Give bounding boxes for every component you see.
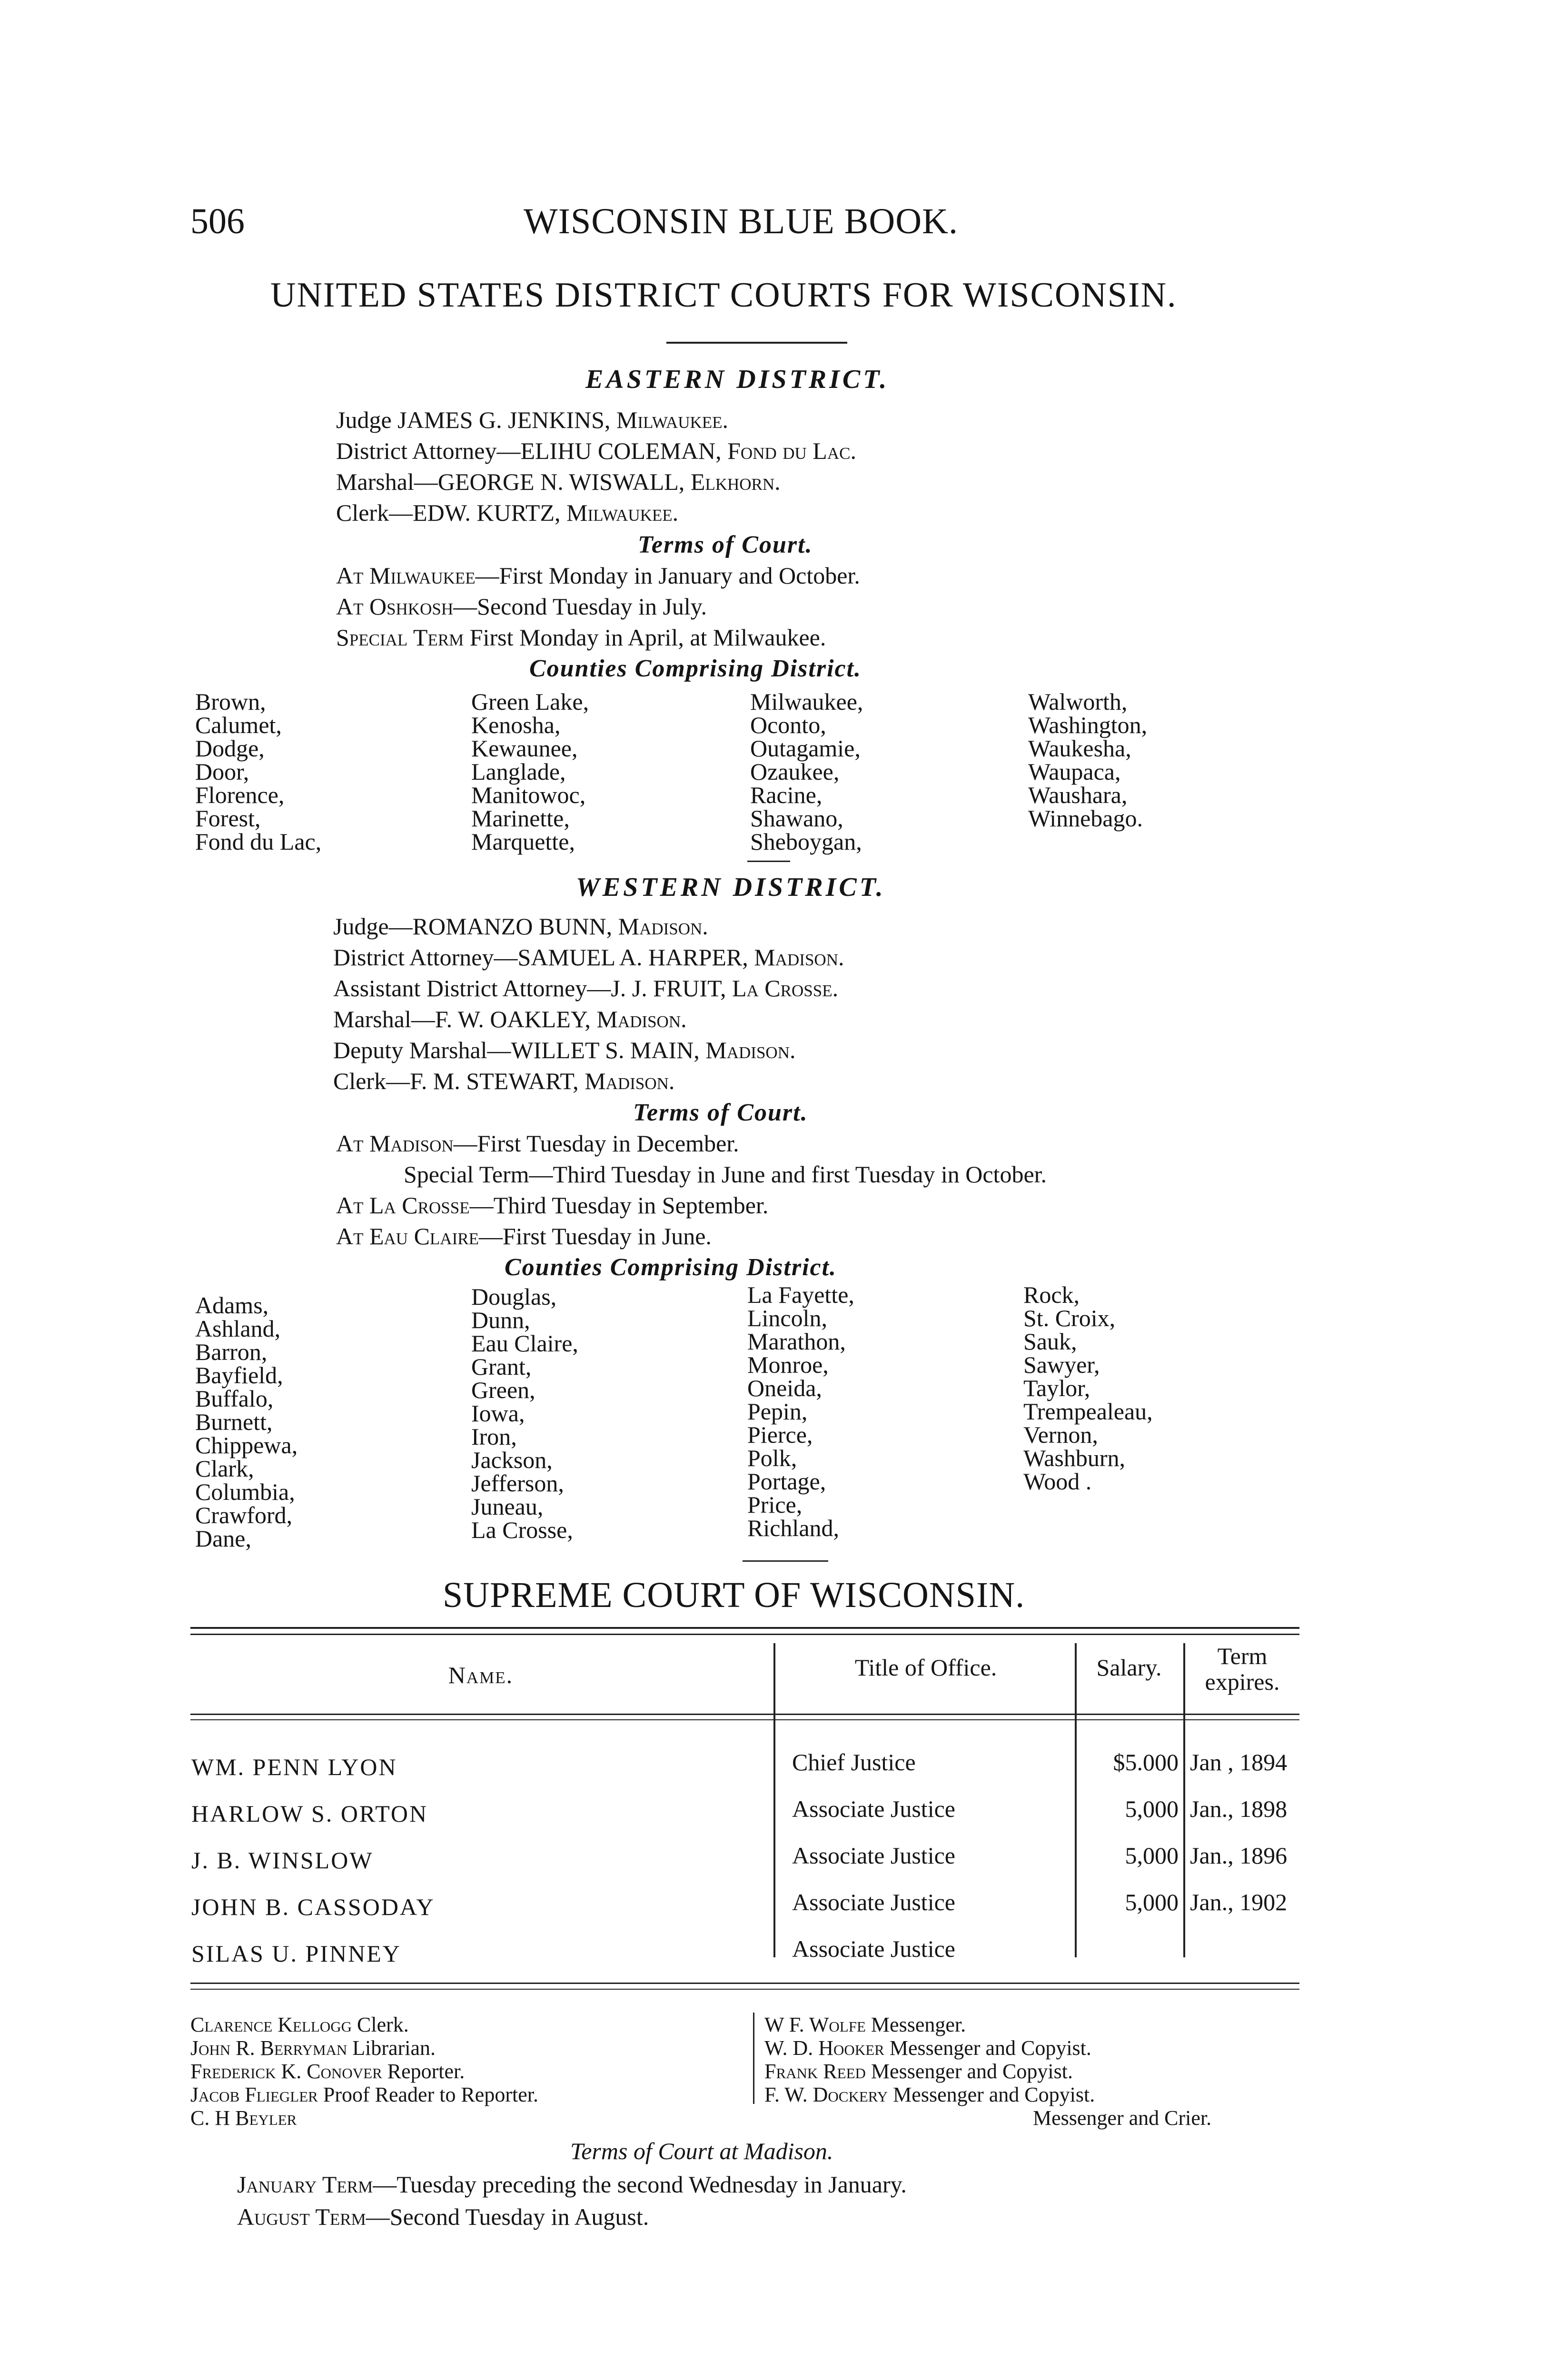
county: Dane, bbox=[195, 1525, 251, 1552]
county: Marathon, bbox=[747, 1328, 846, 1355]
eastern-county-column bbox=[750, 690, 863, 853]
county: Shawano, bbox=[750, 805, 843, 832]
column-header-title: Title of Office. bbox=[854, 1654, 997, 1681]
county: Brown, bbox=[195, 688, 266, 715]
main-title: UNITED STATES DISTRICT COURTS FOR WISCONSIN. bbox=[270, 276, 1177, 315]
column-header-name: Name. bbox=[448, 1662, 514, 1688]
county: Langlade, bbox=[471, 758, 566, 785]
county: Kewaunee, bbox=[471, 735, 578, 762]
county: Pepin, bbox=[747, 1398, 808, 1425]
justice-name: WM. PENN LYON bbox=[191, 1754, 397, 1780]
county: Sawyer, bbox=[1023, 1351, 1100, 1378]
eastern-county-column bbox=[1028, 690, 1147, 830]
county: Pierce, bbox=[747, 1421, 813, 1448]
justice-term: Jan., 1896 bbox=[1190, 1842, 1288, 1869]
justice-name: SILAS U. PINNEY bbox=[191, 1940, 401, 1967]
column-divider bbox=[1075, 1643, 1077, 1957]
staff-entry: Clarence Kellogg Clerk. bbox=[190, 2013, 409, 2036]
supreme-court-title: SUPREME COURT OF WISCONSIN. bbox=[443, 1575, 1025, 1615]
justice-title: Associate Justice bbox=[792, 1935, 955, 1962]
western-officer: Marshal—F. W. OAKLEY, Madison. bbox=[333, 1006, 687, 1032]
county: Iowa, bbox=[471, 1400, 525, 1427]
county: Milwaukee, bbox=[750, 688, 863, 715]
county: Washburn, bbox=[1023, 1445, 1125, 1471]
justice-salary: 5,000 bbox=[1125, 1889, 1179, 1915]
staff-entry: Messenger and Crier. bbox=[1033, 2106, 1212, 2130]
county: Dodge, bbox=[195, 735, 265, 762]
western-counties-heading: Counties Comprising District. bbox=[505, 1254, 837, 1281]
table-top-rule bbox=[190, 1634, 1299, 1635]
county: Green, bbox=[471, 1377, 535, 1403]
county: Buffalo, bbox=[195, 1385, 274, 1412]
staff-entry: Frederick K. Conover Reporter. bbox=[190, 2060, 465, 2083]
county: Waukesha, bbox=[1028, 735, 1131, 762]
county: Polk, bbox=[747, 1445, 797, 1471]
county: Outagamie, bbox=[750, 735, 861, 762]
staff-entry: W F. Wolfe Messenger. bbox=[764, 2013, 966, 2036]
county: Bayfield, bbox=[195, 1362, 283, 1388]
county: Marinette, bbox=[471, 805, 570, 832]
staff-entry: John R. Berryman Librarian. bbox=[190, 2036, 436, 2060]
eastern-officer: Marshal—GEORGE N. WISWALL, Elkhorn. bbox=[336, 468, 781, 495]
county: Grant, bbox=[471, 1353, 532, 1380]
western-officer: Assistant District Attorney—J. J. FRUIT, La Crosse. bbox=[333, 975, 839, 1002]
eastern-term: Special Term First Monday in April, at Milwaukee. bbox=[336, 624, 826, 651]
western-term: At Madison—First Tuesday in December. bbox=[336, 1130, 739, 1157]
eastern-term: At Milwaukee—First Monday in January and October. bbox=[336, 562, 860, 589]
western-officer: Clerk—F. M. STEWART, Madison. bbox=[333, 1068, 675, 1094]
justice-salary: 5,000 bbox=[1125, 1842, 1179, 1869]
eastern-county-column bbox=[471, 690, 589, 853]
county: Portage, bbox=[747, 1468, 826, 1495]
western-county-column bbox=[471, 1285, 578, 1542]
supreme-term: August Term—Second Tuesday in August. bbox=[237, 2203, 649, 2230]
page-number: 506 bbox=[190, 201, 245, 241]
western-officer: District Attorney—SAMUEL A. HARPER, Madison. bbox=[333, 944, 844, 971]
western-county-column bbox=[195, 1294, 297, 1550]
column-header-salary: Salary. bbox=[1096, 1654, 1162, 1681]
eastern-officer: District Attorney—ELIHU COLEMAN, Fond du Lac. bbox=[336, 437, 856, 464]
eastern-officer: Clerk—EDW. KURTZ, Milwaukee. bbox=[336, 499, 679, 526]
justice-title: Associate Justice bbox=[792, 1889, 955, 1915]
county: Oneida, bbox=[747, 1375, 822, 1401]
running-title: WISCONSIN BLUE BOOK. bbox=[524, 201, 958, 241]
county: Waupaca, bbox=[1028, 758, 1121, 785]
county: Barron, bbox=[195, 1339, 268, 1365]
header-bottom-rule bbox=[190, 1719, 1299, 1720]
column-header-term: Term expires. bbox=[1205, 1643, 1280, 1695]
justice-salary: 5,000 bbox=[1125, 1795, 1179, 1822]
county: Winnebago. bbox=[1028, 805, 1143, 832]
justice-name: HARLOW S. ORTON bbox=[191, 1800, 428, 1827]
western-term: At Eau Claire—First Tuesday in June. bbox=[336, 1223, 712, 1250]
county: Ashland, bbox=[195, 1315, 281, 1342]
county: Forest, bbox=[195, 805, 261, 832]
county: Wood . bbox=[1023, 1468, 1092, 1495]
justice-term: Jan., 1902 bbox=[1190, 1889, 1288, 1915]
county: Door, bbox=[195, 758, 249, 785]
county: Eau Claire, bbox=[471, 1330, 578, 1357]
justice-title: Chief Justice bbox=[792, 1749, 916, 1775]
county: Fond du Lac, bbox=[195, 828, 322, 855]
county: Jackson, bbox=[471, 1447, 553, 1473]
justice-title: Associate Justice bbox=[792, 1842, 955, 1869]
justice-name: J. B. WINSLOW bbox=[191, 1847, 374, 1874]
supreme-term: January Term—Tuesday preceding the second Wednesday in January. bbox=[237, 2171, 907, 2198]
justice-title: Associate Justice bbox=[792, 1795, 955, 1822]
county: Richland, bbox=[747, 1515, 840, 1541]
western-county-column bbox=[1023, 1283, 1153, 1493]
county: Manitowoc, bbox=[471, 782, 586, 808]
western-district-heading: WESTERN DISTRICT. bbox=[576, 873, 886, 902]
section-rule bbox=[747, 861, 790, 862]
county: Juneau, bbox=[471, 1493, 544, 1520]
county: Green Lake, bbox=[471, 688, 589, 715]
county: Racine, bbox=[750, 782, 823, 808]
county: Burnett, bbox=[195, 1408, 273, 1435]
western-terms-heading: Terms of Court. bbox=[633, 1099, 808, 1126]
county: Calumet, bbox=[195, 712, 282, 738]
county: Chippewa, bbox=[195, 1432, 298, 1458]
justice-salary: $5.000 bbox=[1113, 1749, 1179, 1775]
title-rule bbox=[666, 342, 847, 344]
eastern-term: At Oshkosh—Second Tuesday in July. bbox=[336, 593, 707, 620]
county: Iron, bbox=[471, 1423, 517, 1450]
county: Waushara, bbox=[1028, 782, 1128, 808]
county: Rock, bbox=[1023, 1281, 1080, 1308]
county: Marquette, bbox=[471, 828, 575, 855]
staff-entry: Jacob Fliegler Proof Reader to Reporter. bbox=[190, 2083, 538, 2106]
eastern-officer: Judge JAMES G. JENKINS, Milwaukee. bbox=[336, 407, 729, 433]
western-officer: Deputy Marshal—WILLET S. MAIN, Madison. bbox=[333, 1037, 796, 1063]
county: La Crosse, bbox=[471, 1517, 573, 1543]
justice-term: Jan , 1894 bbox=[1190, 1749, 1288, 1775]
county: Lincoln, bbox=[747, 1305, 828, 1331]
section-rule bbox=[743, 1560, 828, 1562]
county: Ozaukee, bbox=[750, 758, 840, 785]
county: Jefferson, bbox=[471, 1470, 564, 1497]
county: St. Croix, bbox=[1023, 1305, 1116, 1331]
table-bottom-rule bbox=[190, 1989, 1299, 1990]
county: Crawford, bbox=[195, 1502, 293, 1528]
county: Washington, bbox=[1028, 712, 1148, 738]
justice-term: Jan., 1898 bbox=[1190, 1795, 1288, 1822]
eastern-terms-heading: Terms of Court. bbox=[638, 531, 813, 558]
header-bottom-rule bbox=[190, 1714, 1299, 1715]
western-county-column bbox=[747, 1283, 854, 1540]
table-bottom-rule bbox=[190, 1983, 1299, 1984]
staff-entry: Frank Reed Messenger and Copyist. bbox=[764, 2060, 1073, 2083]
county: Monroe, bbox=[747, 1351, 829, 1378]
justice-name: JOHN B. CASSODAY bbox=[191, 1894, 435, 1920]
county: Trempealeau, bbox=[1023, 1398, 1153, 1425]
county: Douglas, bbox=[471, 1283, 557, 1310]
staff-entry: C. H Beyler bbox=[190, 2106, 297, 2130]
county: Vernon, bbox=[1023, 1421, 1098, 1448]
staff-entry: W. D. Hooker Messenger and Copyist. bbox=[764, 2036, 1091, 2060]
county: Columbia, bbox=[195, 1478, 295, 1505]
county: Kenosha, bbox=[471, 712, 561, 738]
county: La Fayette, bbox=[747, 1281, 854, 1308]
eastern-district-heading: EASTERN DISTRICT. bbox=[585, 365, 890, 394]
county: Price, bbox=[747, 1491, 803, 1518]
column-divider bbox=[773, 1643, 775, 1957]
county: Clark, bbox=[195, 1455, 254, 1482]
county: Oconto, bbox=[750, 712, 826, 738]
county: Sauk, bbox=[1023, 1328, 1077, 1355]
western-term: Special Term—Third Tuesday in June and first Tuesday in October. bbox=[404, 1161, 1047, 1188]
county: Sheboygan, bbox=[750, 828, 862, 855]
column-divider bbox=[1183, 1643, 1185, 1957]
staff-entry: F. W. Dockery Messenger and Copyist. bbox=[764, 2083, 1095, 2106]
western-term: At La Crosse—Third Tuesday in September. bbox=[336, 1192, 769, 1219]
table-top-rule bbox=[190, 1627, 1299, 1629]
supreme-terms-heading: Terms of Court at Madison. bbox=[570, 2138, 833, 2164]
county: Florence, bbox=[195, 782, 285, 808]
county: Taylor, bbox=[1023, 1375, 1090, 1401]
staff-divider bbox=[753, 2013, 754, 2104]
county: Walworth, bbox=[1028, 688, 1128, 715]
county: Dunn, bbox=[471, 1307, 530, 1333]
western-officer: Judge—ROMANZO BUNN, Madison. bbox=[333, 913, 708, 940]
eastern-counties-heading: Counties Comprising District. bbox=[529, 655, 862, 682]
county: Adams, bbox=[195, 1292, 269, 1319]
eastern-county-column bbox=[195, 690, 321, 853]
